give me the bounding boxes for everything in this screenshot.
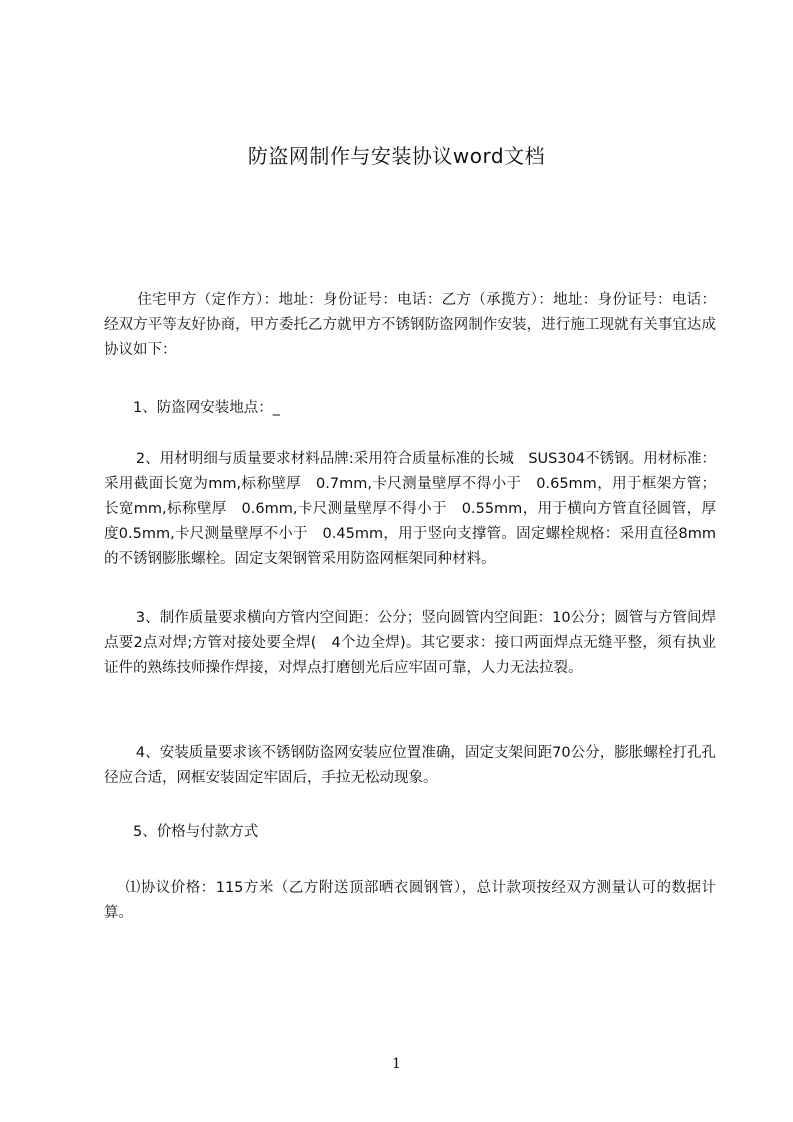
paragraph-item-3: 3、制作质量要求横向方管内空间距：公分；竖向圆管内空间距：10公分；圆管与方管间焊点要2点对焊;方管对接处要全焊( 4个边全焊)。其它要求：接口两面焊点无缝平整，须有执业证件的熟练技师操作焊接，对焊点打磨刨光后应牢固可靠，人力无法拉裂。	[104, 610, 716, 676]
page-number: 1	[392, 1056, 401, 1072]
paragraph-item-4: 4、安装质量要求该不锈钢防盗网安装应位置准确，固定支架间距70公分，膨胀螺栓打孔孔径应合适，网框安装固定牢固后，手拉无松动现象。	[104, 745, 716, 786]
document-title: 防盗网制作与安装协议word文档	[247, 144, 546, 168]
paragraph-item-1: 1、防盗网安装地点：_	[133, 400, 280, 416]
paragraph-item-5-1: ⑴协议价格：115方米（乙方附送顶部晒衣圆钢管），总计款项按经双方测量认可的数据计算。	[104, 880, 716, 921]
paragraph-item-5: 5、价格与付款方式	[133, 824, 259, 840]
paragraph-item-2: 2、用材明细与质量要求材料品牌:采用符合质量标准的长城 SUS304不锈钢。用材标准：采用截面长宽为mm,标称壁厚 0.7mm,卡尺测量壁厚不得小于 0.65mm，用于框架方管；长宽mm,标称壁厚 0.6mm,卡尺测量壁厚不得小于 0.55mm，用于横向方管直径圆管，厚度0.5mm,卡尺测量壁厚不小于 0.45mm，用于竖向支撑管。固定螺栓规格：采用直径8mm的不锈钢膨胀螺栓。固定支架钢管采用防盗网框架同种材料。	[104, 451, 716, 567]
paragraph-intro: 住宅甲方（定作方）：地址：身份证号：电话：乙方（承揽方）：地址：身份证号：电话：经双方平等友好协商，甲方委托乙方就甲方不锈钢防盗网制作安装，进行施工现就有关事宜达成协议如下：	[104, 292, 716, 358]
